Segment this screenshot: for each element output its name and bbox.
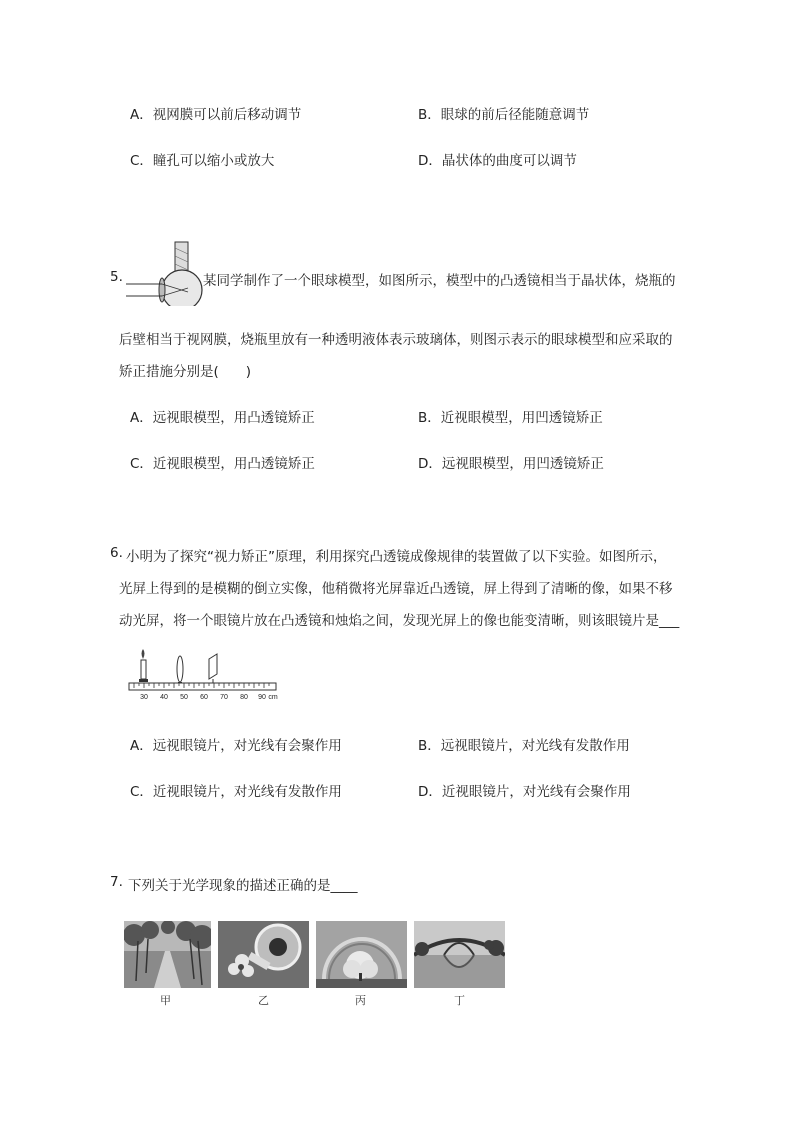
q4-option-b: B．眼球的前后径能随意调节 (418, 107, 590, 123)
q5-option-b: B．近视眼模型，用凹透镜矫正 (418, 410, 603, 426)
q4-option-a: A．视网膜可以前后移动调节 (130, 107, 302, 123)
photo-rainbow (316, 921, 407, 988)
q5-line1: 某同学制作了一个眼球模型，如图所示，模型中的凸透镜相当于晶状体，烧瓶的 (203, 273, 676, 289)
q4-option-d: D．晶状体的曲度可以调节 (418, 153, 577, 169)
q5-option-a: A．远视眼模型，用凸透镜矫正 (130, 410, 315, 426)
flame-icon (142, 649, 145, 659)
ruler-tick-40: 40 (160, 694, 168, 701)
q5-number: 5. (110, 269, 123, 285)
q5-option-c: C．近视眼模型，用凸透镜矫正 (130, 456, 315, 472)
eyeball-model-figure (124, 240, 208, 306)
ruler-tick-60: 60 (200, 694, 208, 701)
optical-bench-figure (128, 648, 278, 704)
q6-option-c: C．近视眼镜片，对光线有发散作用 (130, 784, 342, 800)
caption-jia: 甲 (160, 994, 171, 1007)
photo-tree-path (124, 921, 211, 988)
ruler-tick-50: 50 (180, 694, 188, 701)
ruler-tick-70: 70 (220, 694, 228, 701)
caption-bing: 丙 (355, 994, 366, 1007)
q6-option-b: B．远视眼镜片，对光线有发散作用 (418, 738, 630, 754)
ruler-tick-80: 80 (240, 694, 248, 701)
q6-option-a: A．远视眼镜片，对光线有会聚作用 (130, 738, 342, 754)
q4-option-c: C．瞳孔可以缩小或放大 (130, 153, 275, 169)
photo-arch-bridge (414, 921, 505, 988)
q6-line2: 光屏上得到的是模糊的倒立实像，他稍微将光屏靠近凸透镜，屏上得到了清晰的像，如果不移 (119, 581, 673, 597)
q5-line2: 后壁相当于视网膜，烧瓶里放有一种透明液体表示玻璃体，则图示表示的眼球模型和应采取的 (119, 332, 673, 348)
ruler-tick-30: 30 (140, 694, 148, 701)
q6-line1: 小明为了探究“视力矫正”原理，利用探究凸透镜成像规律的装置做了以下实验。如图所示， (126, 549, 667, 565)
caption-yi: 乙 (258, 994, 269, 1007)
q5-option-d: D．远视眼模型，用凹透镜矫正 (418, 456, 604, 472)
photo-magnifier (218, 921, 309, 988)
q7-number: 7. (110, 874, 123, 890)
q6-number: 6. (110, 545, 123, 561)
q7-line1: 下列关于光学现象的描述正确的是____ (128, 878, 358, 894)
q6-line3: 动光屏，将一个眼镜片放在凸透镜和烛焰之间，发现光屏上的像也能变清晰，则该眼镜片是___ (119, 613, 680, 629)
q5-line3: 矫正措施分别是( ) (119, 364, 252, 380)
ruler-tick-90: 90 (258, 694, 266, 701)
ruler-unit: cm (268, 694, 278, 701)
q6-option-d: D．近视眼镜片，对光线有会聚作用 (418, 784, 631, 800)
caption-ding: 丁 (454, 994, 465, 1007)
